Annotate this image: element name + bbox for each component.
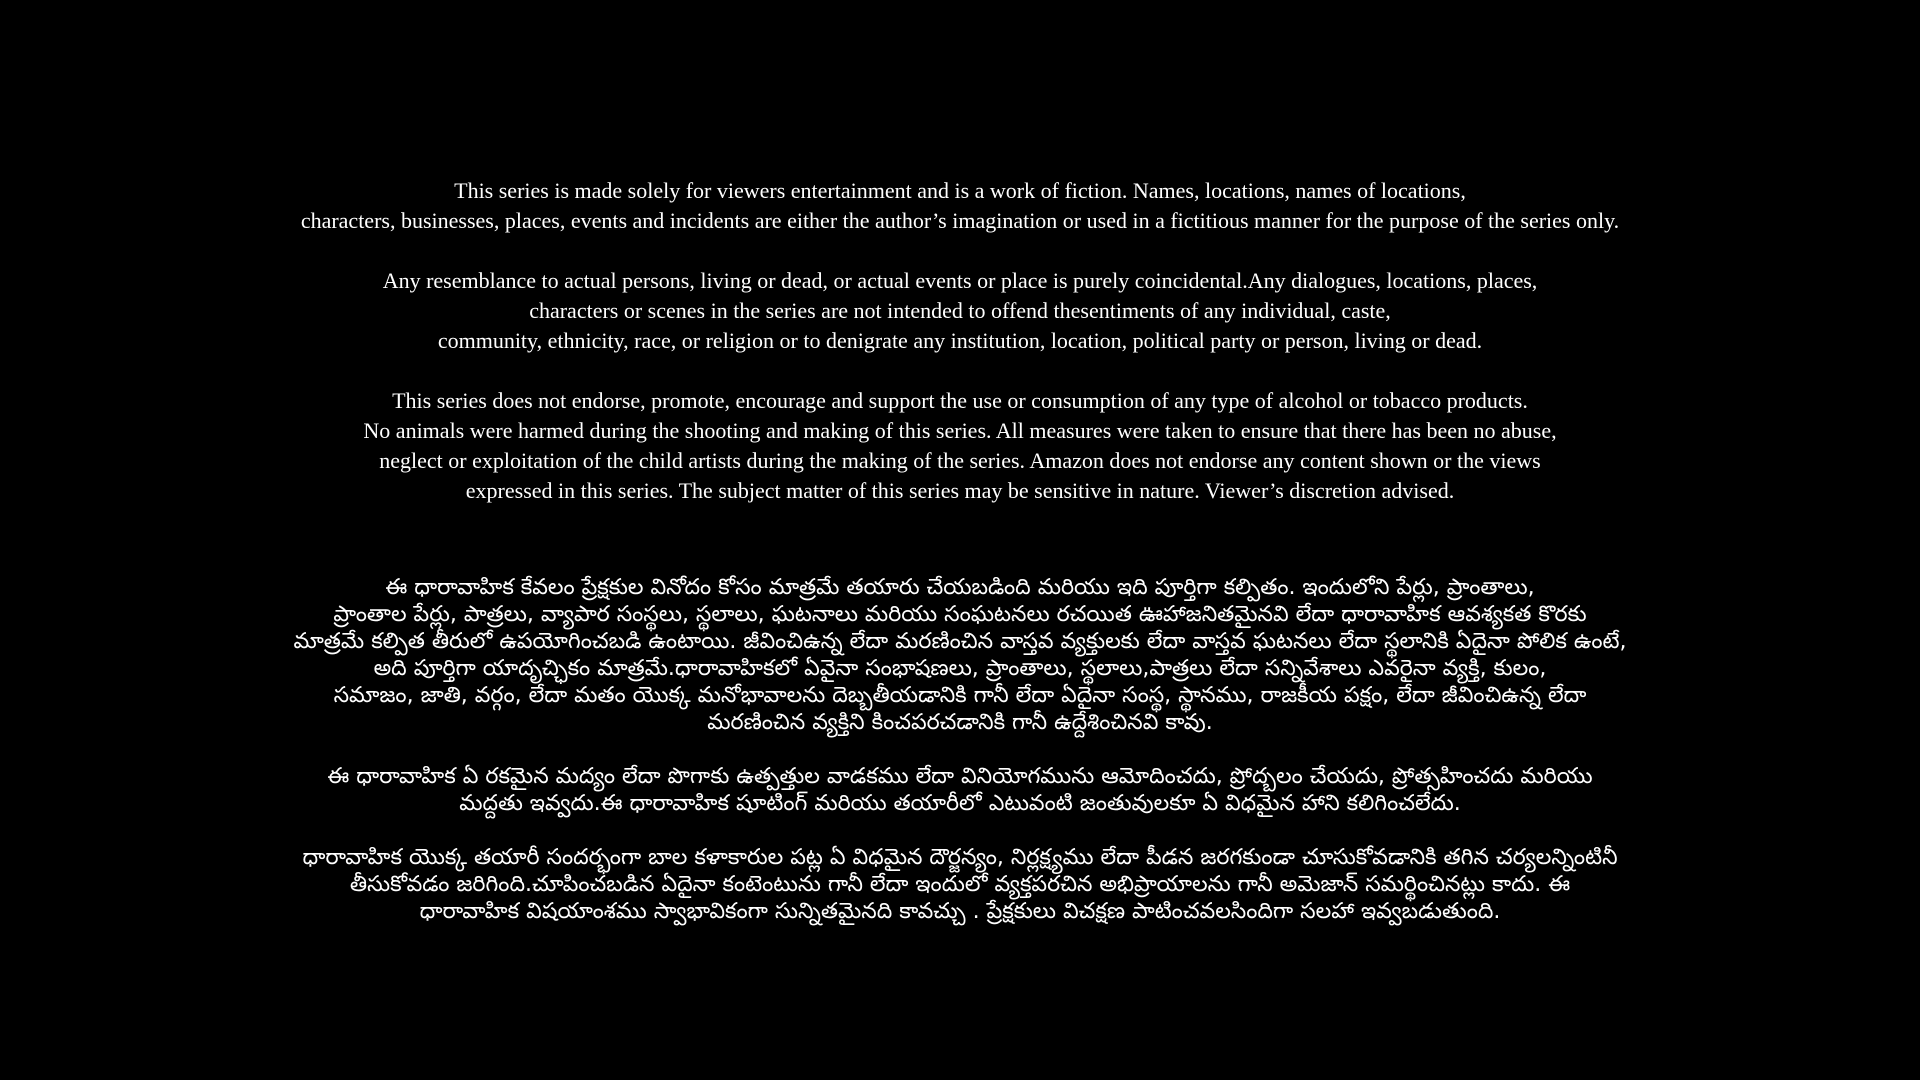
disclaimer-line: మాత్రమే కల్పిత తీరులో ఉపయోగించబడి ఉంటాయి. జీవించిఉన్న లేదా మరణించిన వాస్తవ వ్యక్తులకు లేదా వాస్తవ ఘటనలు లేదా స్థలానికి ఏదైనా పోలిక ఉంటే,	[293, 629, 1627, 654]
disclaimer-line: community, ethnicity, race, or religion or to denigrate any institution, location, political party or person, living or dead.	[437, 328, 1483, 353]
english-paragraph-1	[0, 176, 1920, 236]
telugu-paragraph-1	[0, 574, 1920, 736]
disclaimer-line: తీసుకోవడం జరిగింది.చూపించబడిన ఏదైనా కంటెంటును గానీ లేదా ఇందులో వ్యక్తపరచిన అభిప్రాయాలను గానీ అమెజాన్ సమర్థించినట్లు కాదు. ఈ	[349, 872, 1571, 897]
disclaimer-line: This series is made solely for viewers entertainment and is a work of fiction. Names, locations, names of locations,	[454, 178, 1466, 203]
disclaimer-line: మరణించిన వ్యక్తిని కించపరచడానికి గానీ ఉద్దేశించినవి కావు.	[707, 710, 1213, 735]
disclaimer-line: characters, businesses, places, events and incidents are either the author’s imagination or used in a fictitious manner for the purpose of the series only.	[300, 208, 1620, 233]
disclaimer-line: సమాజం, జాతి, వర్గం, లేదా మతం యొక్క మనోభావాలను దెబ్బతీయడానికి గానీ లేదా ఏదైనా సంస్థ, స్థానము, రాజకీయ పక్షం, లేదా జీవించిఉన్న లేదా	[333, 683, 1587, 708]
telugu-paragraph-3	[0, 844, 1920, 925]
disclaimer-line: ధారావాహిక విషయాంశము స్వాభావికంగా సున్నితమైనది కావచ్చు . ప్రేక్షకులు విచక్షణ పాటించవలసిందిగా సలహా ఇవ్వబడుతుంది.	[419, 899, 1501, 924]
english-paragraph-2	[0, 266, 1920, 356]
disclaimer-line: No animals were harmed during the shooting and making of this series. All measures were taken to ensure that there has been no abuse,	[363, 418, 1557, 443]
english-disclaimer	[0, 176, 1920, 506]
disclaimer-line: అది పూర్తిగా యాదృచ్ఛికం మాత్రమే.ధారావాహికలో ఏవైనా సంభాషణలు, ప్రాంతాలు, స్థలాలు,పాత్రలు లేదా సన్నివేశాలు ఎవరైనా వ్యక్తి, కులం,	[373, 656, 1547, 681]
disclaimer-line: This series does not endorse, promote, encourage and support the use or consumption of any type of alcohol or tobacco products.	[392, 388, 1528, 413]
disclaimer-line: characters or scenes in the series are not intended to offend thesentiments of any individual, caste,	[529, 298, 1391, 323]
disclaimer-line: ఈ ధారావాహిక ఏ రకమైన మద్యం లేదా పొగాకు ఉత్పత్తుల వాడకము లేదా వినియోగమును ఆమోదించదు, ప్రోద్బలం చేయదు, ప్రోత్సహించదు మరియు	[327, 764, 1593, 789]
disclaimer-line: Any resemblance to actual persons, living or dead, or actual events or place is purely coincidental.Any dialogues, locations, places,	[382, 268, 1538, 293]
disclaimer-line: ధారావాహిక యొక్క తయారీ సందర్భంగా బాల కళాకారుల పట్ల ఏ విధమైన దౌర్జన్యం, నిర్లక్ష్యము లేదా పీడన జరగకుండా చూసుకోవడానికి తగిన చర్యలన్నింటినీ	[302, 845, 1618, 870]
disclaimer-line: ప్రాంతాల పేర్లు, పాత్రలు, వ్యాపార సంస్థలు, స్థలాలు, ఘటనాలు మరియు సంఘటనలు రచయిత ఊహాజనితమైనవి లేదా ధారావాహిక ఆవశ్యకత కొరకు	[333, 602, 1587, 627]
english-paragraph-3	[0, 386, 1920, 506]
disclaimer-line: ఈ ధారావాహిక కేవలం ప్రేక్షకుల వినోదం కోసం మాత్రమే తయారు చేయబడింది మరియు ఇది పూర్తిగా కల్పితం. ఇందులోని పేర్లు, ప్రాంతాలు,	[385, 575, 1535, 600]
disclaimer-line: expressed in this series. The subject matter of this series may be sensitive in nature. Viewer’s discretion advised.	[465, 478, 1455, 503]
telugu-disclaimer	[0, 574, 1920, 925]
telugu-paragraph-2	[0, 763, 1920, 817]
disclaimer-line: neglect or exploitation of the child artists during the making of the series. Amazon does not endorse any content shown or the views	[379, 448, 1541, 473]
disclaimer-line: మద్దతు ఇవ్వదు.ఈ ధారావాహిక షూటింగ్ మరియు తయారీలో ఎటువంటి జంతువులకూ ఏ విధమైన హాని కలిగించలేదు.	[459, 791, 1461, 816]
